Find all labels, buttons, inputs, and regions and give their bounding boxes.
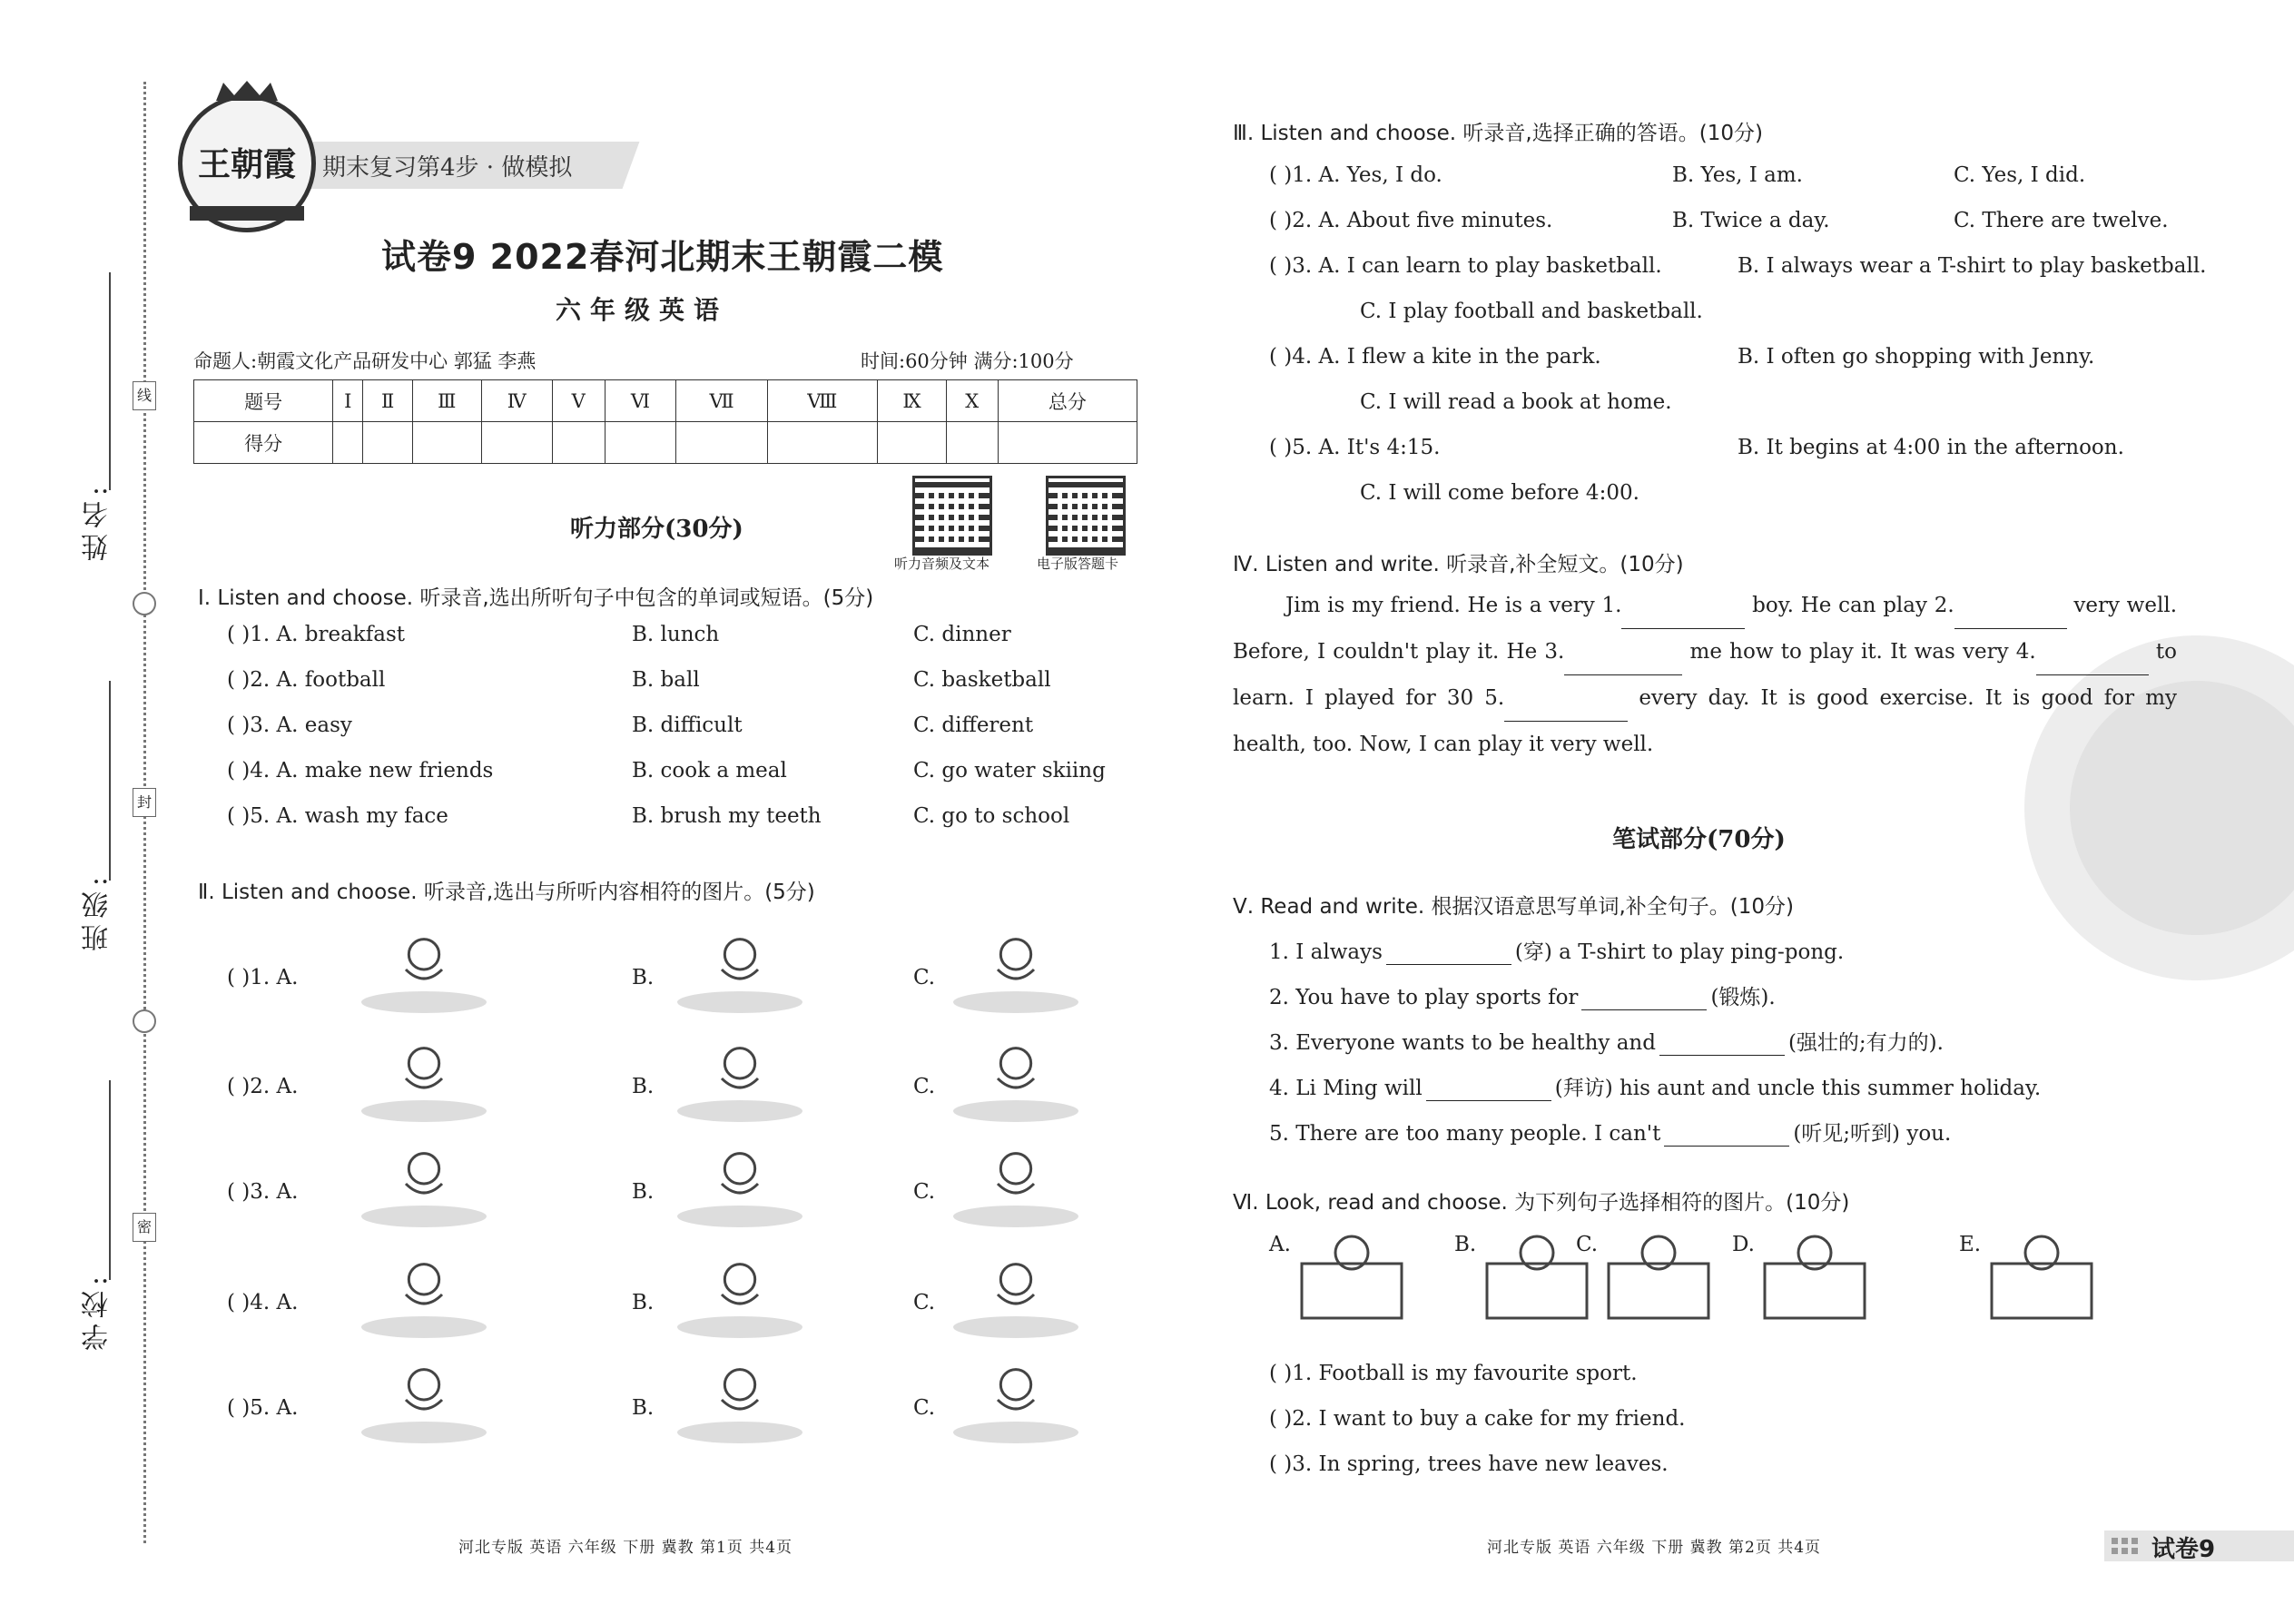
score-cell: 得分 (194, 422, 333, 464)
picture-icon (672, 1033, 808, 1124)
picture-icon (356, 1138, 492, 1229)
picture-icon (1293, 1227, 1420, 1336)
question-row[interactable]: ( )4. A. (227, 1291, 299, 1314)
score-cell: Ⅱ (363, 380, 412, 422)
question-row (1269, 980, 1776, 1010)
picture-icon (672, 1249, 808, 1340)
grid-dots-icon (2112, 1538, 2148, 1556)
option-b[interactable]: B. ball (632, 668, 700, 692)
option-c[interactable]: C. (913, 966, 936, 989)
score-input-cell[interactable] (605, 422, 676, 464)
section-4-title: Ⅳ. Listen and write. 听录音,补全短文。(10分) (1233, 553, 1684, 576)
question-row[interactable]: ( )1. Football is my favourite sport. (1269, 1362, 1638, 1385)
binding-char-mi: 密 (133, 1213, 156, 1242)
picture-letter: B. (1454, 1233, 1477, 1256)
written-title: 笔试部分(70分) (1612, 826, 1786, 853)
picture-icon (1983, 1227, 2110, 1336)
sentence-start: 2. You have to play sports for (1269, 986, 1579, 1009)
passage-text: very well. Before, I couldn't play it. He 3. (1233, 594, 2178, 664)
passage-text: boy. He can play 2. (1752, 594, 1954, 617)
question-row[interactable]: ( )2. A. football (227, 668, 386, 692)
passage-text: Jim is my friend. He is a very 1. (1285, 594, 1622, 617)
exam-subtitle: 六年级英语 (556, 295, 729, 325)
score-input-cell[interactable] (767, 422, 878, 464)
sentence-end: (穿) a T-shirt to play ping-pong. (1514, 940, 1845, 964)
picture-letter: C. (1576, 1233, 1599, 1256)
sentence-start: 4. Li Ming will (1269, 1077, 1423, 1100)
question-row (1269, 935, 1844, 965)
time-line: 时间:60分钟 满分:100分 (861, 350, 1074, 372)
paper-tag: 试卷9 (2151, 1536, 2216, 1563)
question-row (1269, 1026, 1944, 1056)
option-b[interactable]: B. (632, 1396, 655, 1420)
option-c[interactable]: C. (913, 1396, 936, 1420)
option-c[interactable]: C. I will come before 4:00. (1360, 481, 1639, 505)
picture-letter: D. (1732, 1233, 1755, 1256)
question-row[interactable]: ( )4. A. make new friends (227, 759, 494, 782)
sentence-end: (听见;听到) you. (1793, 1122, 1952, 1146)
question-row[interactable]: ( )1. A. (227, 966, 299, 989)
footer-right: 河北专版 英语 六年级 下册 冀教 第2页 共4页 (1487, 1539, 1822, 1557)
score-header-row (194, 380, 1137, 422)
qr-code-icon[interactable] (912, 476, 992, 556)
score-input-cell[interactable] (552, 422, 605, 464)
picture-icon (356, 924, 492, 1015)
score-input-cell[interactable] (333, 422, 363, 464)
picture-icon (356, 1033, 492, 1124)
option-c[interactable]: C. basketball (913, 668, 1051, 692)
picture-icon (948, 1354, 1084, 1445)
option-b[interactable]: B. (632, 1075, 655, 1098)
option-b[interactable]: B. lunch (632, 623, 720, 646)
question-row[interactable]: ( )5. A. It's 4:15. (1269, 436, 1441, 459)
score-cell: Ⅴ (552, 380, 605, 422)
picture-icon (948, 924, 1084, 1015)
question-row[interactable]: ( )1. A. Yes, I do. (1269, 163, 1442, 187)
option-b[interactable]: B. difficult (632, 714, 743, 737)
binding-hole (133, 592, 156, 615)
score-cell: Ⅰ (333, 380, 363, 422)
answer-blank[interactable] (1659, 1031, 1785, 1056)
picture-icon (1600, 1227, 1727, 1336)
score-input-cell[interactable] (412, 422, 481, 464)
score-cell: Ⅶ (676, 380, 767, 422)
score-input-cell[interactable] (946, 422, 998, 464)
picture-letter: A. (1269, 1233, 1291, 1256)
score-input-cell[interactable] (878, 422, 947, 464)
score-cell: Ⅸ (878, 380, 947, 422)
qr-caption: 电子版答题卡 (1037, 556, 1119, 572)
score-input-cell[interactable] (481, 422, 552, 464)
question-row[interactable]: ( )3. A. (227, 1180, 299, 1204)
blank-2[interactable] (1954, 583, 2067, 629)
binding-hole (133, 1009, 156, 1033)
question-row[interactable]: ( )3. A. easy (227, 714, 352, 737)
score-table (193, 379, 1137, 464)
class-label: 班级: (82, 871, 113, 952)
banner-text: 期末复习第4步 · 做模拟 (322, 154, 573, 182)
section-6-title: Ⅵ. Look, read and choose. 为下列句子选择相符的图片。(10分) (1233, 1191, 1850, 1215)
blank-5[interactable] (1504, 675, 1628, 722)
school-line[interactable] (109, 1080, 111, 1280)
option-b[interactable]: B. (632, 1291, 655, 1314)
sentence-start: 3. Everyone wants to be healthy and (1269, 1031, 1656, 1055)
section-2-title: Ⅱ. Listen and choose. 听录音,选出与所听内容相符的图片。(5分) (198, 881, 815, 904)
question-row[interactable]: ( )2. I want to buy a cake for my friend. (1269, 1407, 1686, 1431)
answer-blank[interactable] (1581, 986, 1707, 1010)
picture-icon (672, 924, 808, 1015)
passage-text: to learn. I played for 30 5. (1233, 640, 2178, 710)
score-cell: 题号 (194, 380, 333, 422)
picture-icon (948, 1138, 1084, 1229)
question-row[interactable]: ( )3. A. I can learn to play basketball. (1269, 254, 1662, 278)
option-b[interactable]: B. cook a meal (632, 759, 787, 782)
question-row[interactable]: ( )2. A. About five minutes. (1269, 209, 1553, 232)
blank-1[interactable] (1621, 583, 1745, 629)
name-label: 姓名: (82, 481, 113, 562)
blank-4[interactable] (2036, 629, 2149, 675)
sentence-end: (锻炼). (1710, 986, 1776, 1009)
question-row[interactable]: ( )5. A. (227, 1396, 299, 1420)
section-5-title: Ⅴ. Read and write. 根据汉语意思写单词,补全句子。(10分) (1233, 895, 1795, 919)
score-input-cell[interactable] (363, 422, 412, 464)
question-row (1269, 1071, 2041, 1101)
question-row[interactable]: ( )3. In spring, trees have new leaves. (1269, 1452, 1669, 1476)
exam-title: 试卷9 2022春河北期末王朝霞二模 (381, 237, 944, 277)
sentence-start: 1. I always (1269, 940, 1383, 964)
picture-icon (356, 1354, 492, 1445)
score-input-cell[interactable] (676, 422, 767, 464)
question-row[interactable]: ( )2. A. (227, 1075, 299, 1098)
question-row[interactable]: ( )4. A. I flew a kite in the park. (1269, 345, 1601, 369)
question-row[interactable]: ( )1. A. breakfast (227, 623, 405, 646)
answer-blank[interactable] (1426, 1077, 1551, 1101)
option-b[interactable]: B. Yes, I am. (1672, 163, 1803, 187)
score-cell: Ⅵ (605, 380, 676, 422)
option-c[interactable]: C. (913, 1291, 936, 1314)
answer-blank[interactable] (1386, 940, 1511, 965)
brand-logo (178, 94, 316, 232)
qr-code-icon[interactable] (1046, 476, 1126, 556)
score-cell: Ⅲ (412, 380, 481, 422)
option-b[interactable]: B. I always wear a T-shirt to play basketball. (1738, 254, 2207, 278)
section-3-title: Ⅲ. Listen and choose. 听录音,选择正确的答语。(10分) (1233, 122, 1763, 145)
score-cell: Ⅳ (481, 380, 552, 422)
option-c[interactable]: C. Yes, I did. (1954, 163, 2086, 187)
option-b[interactable]: B. (632, 1180, 655, 1204)
logo-text: 王朝霞 (197, 145, 296, 183)
author-line: 命题人:朝霞文化产品研发中心 郭猛 李燕 (193, 350, 537, 372)
school-label: 学校: (82, 1271, 113, 1352)
section-4-paragraph (1233, 583, 2177, 767)
question-row[interactable]: ( )5. A. wash my face (227, 804, 448, 828)
name-line[interactable] (109, 272, 111, 490)
picture-icon (672, 1138, 808, 1229)
binding-char-xian: 线 (133, 381, 156, 410)
listening-title: 听力部分(30分) (570, 516, 743, 543)
sentence-start: 5. There are too many people. I can't (1269, 1122, 1661, 1146)
option-c[interactable]: C. (913, 1180, 936, 1204)
option-c[interactable]: C. There are twelve. (1954, 209, 2169, 232)
picture-icon (1756, 1227, 1883, 1336)
picture-icon (948, 1033, 1084, 1124)
qr-caption: 听力音频及文本 (894, 556, 990, 572)
passage-text: every day. It is good exercise. It is good for my health, too. Now, I can play it very well. (1233, 686, 2177, 756)
score-cell: Ⅹ (946, 380, 998, 422)
picture-icon (948, 1249, 1084, 1340)
option-c[interactable]: C. (913, 1075, 936, 1098)
option-c[interactable]: C. dinner (913, 623, 1011, 646)
sentence-end: (强壮的;有力的). (1787, 1031, 1944, 1055)
picture-letter: E. (1959, 1233, 1982, 1256)
picture-icon (672, 1354, 808, 1445)
class-line[interactable] (109, 681, 111, 881)
logo-ribbon-icon (182, 199, 311, 224)
option-c[interactable]: C. different (913, 714, 1034, 737)
question-row (1269, 1117, 1951, 1147)
footer-left: 河北专版 英语 六年级 下册 冀教 第1页 共4页 (458, 1539, 793, 1557)
option-b[interactable]: B. Twice a day. (1672, 209, 1830, 232)
sentence-end: (拜访) his aunt and uncle this summer holiday. (1554, 1077, 2042, 1100)
blank-3[interactable] (1564, 629, 1682, 675)
option-b[interactable]: B. It begins at 4:00 in the afternoon. (1738, 436, 2124, 459)
option-b[interactable]: B. brush my teeth (632, 804, 822, 828)
crown-icon (214, 79, 280, 103)
section-1-title: Ⅰ. Listen and choose. 听录音,选出所听句子中包含的单词或短语。(5分) (198, 586, 874, 610)
option-c[interactable]: C. I will read a book at home. (1360, 390, 1672, 414)
score-cell: Ⅷ (767, 380, 878, 422)
score-cell: 总分 (998, 380, 1137, 422)
answer-blank[interactable] (1664, 1122, 1789, 1147)
option-c[interactable]: C. I play football and basketball. (1360, 300, 1703, 323)
option-b[interactable]: B. I often go shopping with Jenny. (1738, 345, 2095, 369)
score-input-cell[interactable] (998, 422, 1137, 464)
option-c[interactable]: C. go to school (913, 804, 1070, 828)
option-c[interactable]: C. go water skiing (913, 759, 1106, 782)
picture-icon (356, 1249, 492, 1340)
binding-char-feng: 封 (133, 788, 156, 817)
passage-text: me how to play it. It was very 4. (1689, 640, 2036, 664)
option-b[interactable]: B. (632, 966, 655, 989)
score-value-row (194, 422, 1137, 464)
